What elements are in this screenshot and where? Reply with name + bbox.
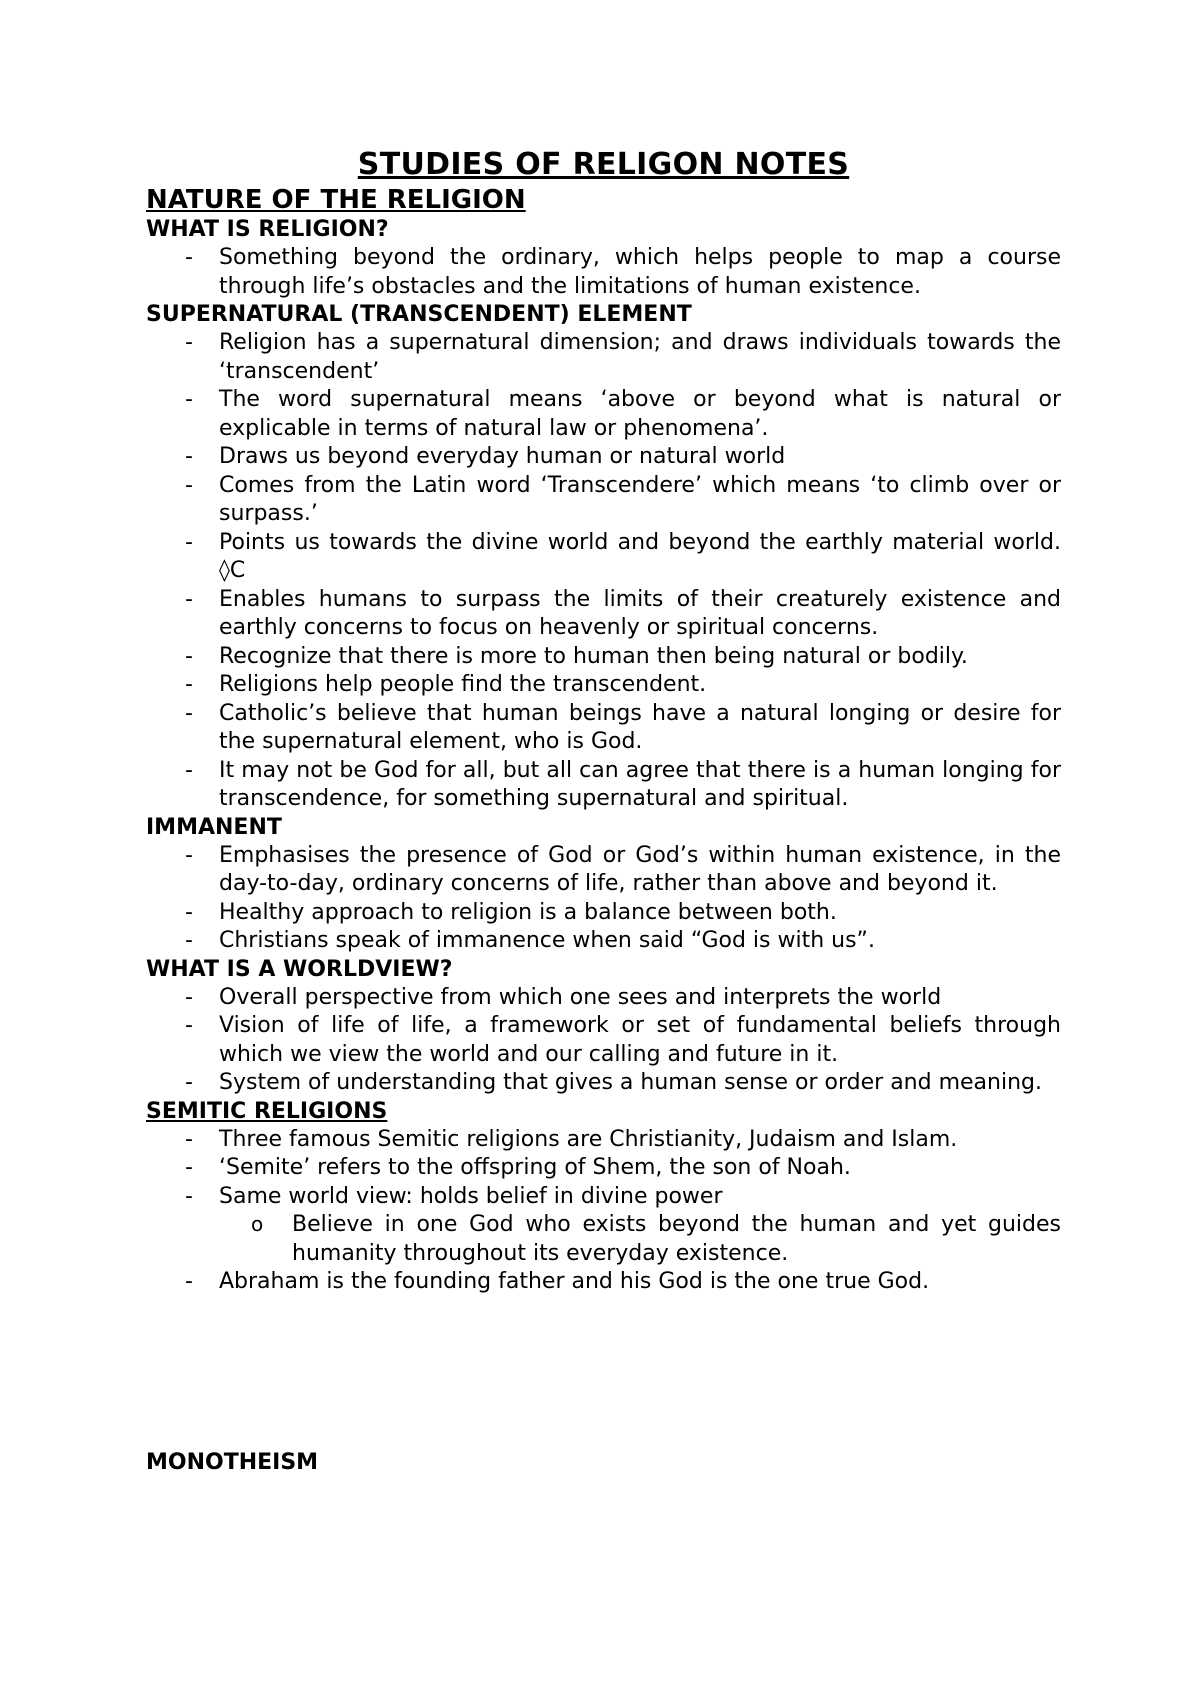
list-item: - Points us towards the divine world and beyond the earthly material world. ◊C: [146, 529, 1061, 586]
sub-list-item: o Believe in one God who exists beyond the human and yet guides humanity throughout its everyday existence.: [146, 1211, 1061, 1268]
list-item: - Recognize that there is more to human then being natural or bodily.: [146, 643, 1061, 672]
list-item: - Three famous Semitic religions are Christianity, Judaism and Islam.: [146, 1126, 1061, 1155]
list-item: - Comes from the Latin word ‘Transcendere’ which means ‘to climb over or surpass.’: [146, 472, 1061, 529]
heading-immanent: IMMANENT: [146, 814, 282, 840]
list-item: - Abraham is the founding father and his God is the one true God.: [146, 1268, 1061, 1297]
blank-space: [146, 1297, 1061, 1449]
list-semitic: [146, 1126, 1061, 1212]
list-item: - Vision of life of life, a framework or set of fundamental beliefs through which we view the world and our calling and future in it.: [146, 1012, 1061, 1069]
section-title-nature: NATURE OF THE RELIGION: [146, 185, 526, 215]
heading-monotheism: MONOTHEISM: [146, 1449, 319, 1475]
list-item: - Religion has a supernatural dimension; and draws individuals towards the ‘transcendent’: [146, 329, 1061, 386]
list-item: - Emphasises the presence of God or God’s within human existence, in the day-to-day, ordinary concerns of life, rather than above and beyond it.: [146, 842, 1061, 899]
list-what-is-religion: [146, 244, 1061, 301]
list-item: - Overall perspective from which one sees and interprets the world: [146, 984, 1061, 1013]
list-immanent: [146, 842, 1061, 956]
sublist-semitic: [146, 1211, 1061, 1268]
list-supernatural: [146, 329, 1061, 814]
list-item: - Draws us beyond everyday human or natural world: [146, 443, 1061, 472]
heading-semitic-religions: SEMITIC RELIGIONS: [146, 1098, 388, 1124]
list-item: - Something beyond the ordinary, which helps people to map a course through life’s obstacles and the limitations of human existence.: [146, 244, 1061, 301]
document-title: STUDIES OF RELIGON NOTES: [357, 147, 850, 182]
list-item: - Christians speak of immanence when said “God is with us”.: [146, 927, 1061, 956]
list-item: - The word supernatural means ‘above or beyond what is natural or explicable in terms of natural law or phenomena’.: [146, 386, 1061, 443]
heading-what-is-religion: WHAT IS RELIGION?: [146, 217, 389, 242]
list-item: - Religions help people find the transcendent.: [146, 671, 1061, 700]
heading-supernatural: SUPERNATURAL (TRANSCENDENT) ELEMENT: [146, 302, 692, 327]
list-item: - ‘Semite’ refers to the offspring of Shem, the son of Noah.: [146, 1154, 1061, 1183]
list-item: - Enables humans to surpass the limits of their creaturely existence and earthly concerns to focus on heavenly or spiritual concerns.: [146, 586, 1061, 643]
document-body: [146, 146, 1061, 1477]
list-item: - Same world view: holds belief in divine power: [146, 1183, 1061, 1212]
list-item: - It may not be God for all, but all can agree that there is a human longing for transcendence, for something supernatural and spiritual.: [146, 757, 1061, 814]
heading-worldview: WHAT IS A WORLDVIEW?: [146, 956, 453, 982]
list-item: - Catholic’s believe that human beings have a natural longing or desire for the supernatural element, who is God.: [146, 700, 1061, 757]
list-item: - System of understanding that gives a human sense or order and meaning.: [146, 1069, 1061, 1098]
list-item: - Healthy approach to religion is a balance between both.: [146, 899, 1061, 928]
list-worldview: [146, 984, 1061, 1098]
list-semitic-continued: [146, 1268, 1061, 1297]
